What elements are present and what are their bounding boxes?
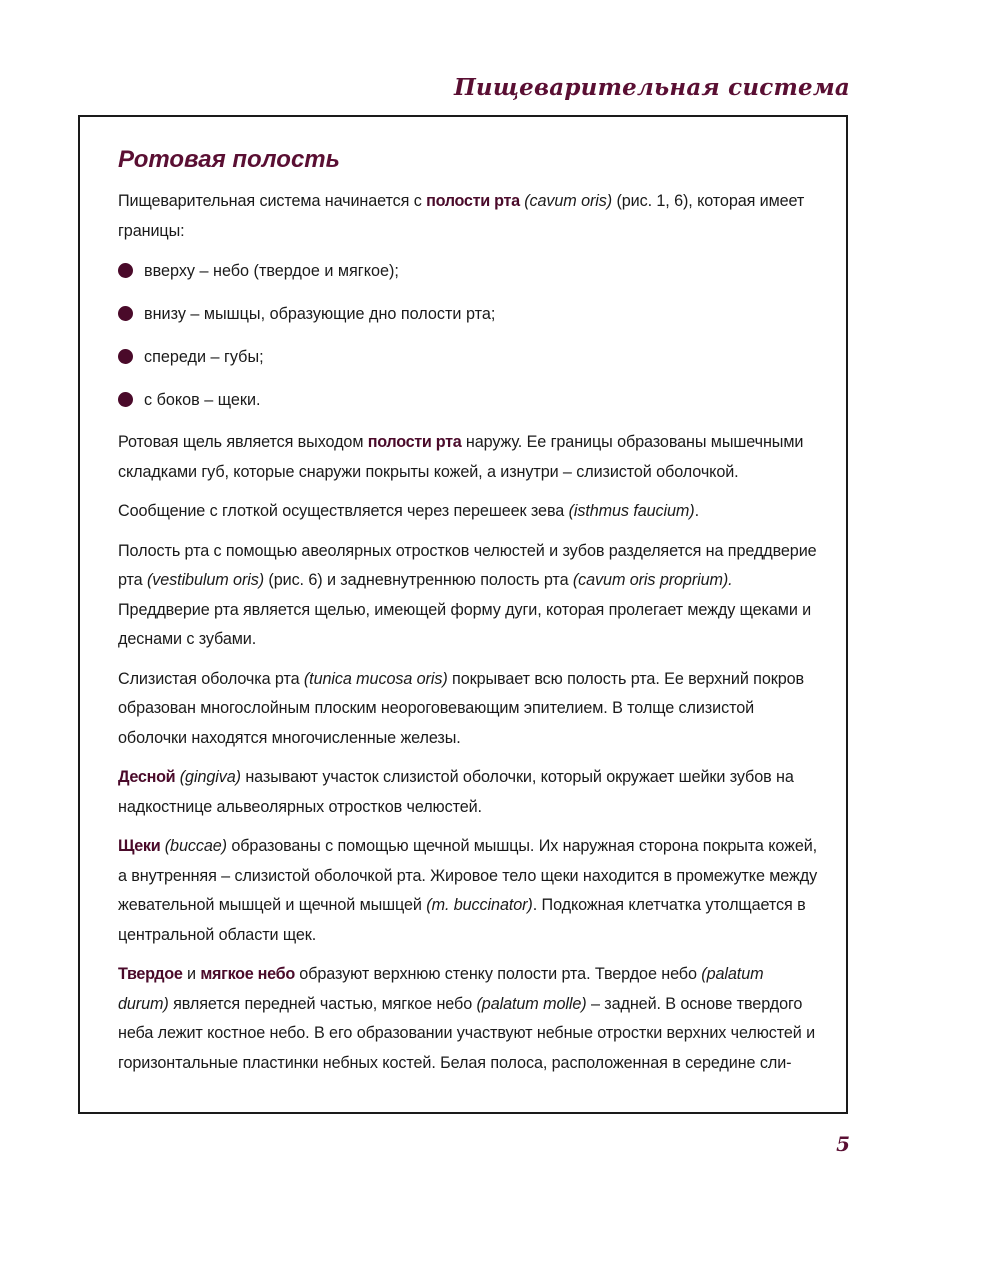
latin-term: (palatum durum) — [118, 965, 764, 1013]
article-body — [118, 145, 818, 1088]
list-item-text: внизу – мышцы, образующие дно полости рта; — [144, 305, 496, 323]
text: наружу. Ее границы образованы мышечными складками губ, которые снаружи покрыты кожей, а изнутри – слизистой оболочкой. — [118, 433, 804, 481]
bullet-icon — [118, 263, 133, 278]
paragraph-cheeks — [118, 832, 818, 950]
term-gingiva: Десной — [118, 768, 176, 786]
latin-term: (palatum molle) — [476, 994, 587, 1013]
section-title: Ротовая полость — [118, 146, 340, 173]
paragraph-palate — [118, 960, 818, 1078]
paragraph-gingiva — [118, 763, 818, 822]
text: (рис. 1, 6), которая имеет границы: — [118, 192, 805, 240]
term-oral-cavity: полости рта — [367, 433, 462, 451]
text: – задней. В основе твердого неба лежит костное небо. В его образовании участвуют небные отростки верхних челюстей и горизонтальные пластинки небных костей. Белая полоса, расположенная в середине сли- — [118, 994, 816, 1072]
latin-term: (buccae) — [164, 837, 227, 855]
list-item-text: спереди – губы; — [144, 348, 264, 366]
text: образованы с помощью щечной мышцы. Их наружная сторона покрыта кожей, а внутренняя – слизистой оболочкой рта. Жировое тело щеки находится в промежутке между жевательной мышцей и щечной мышцей — [118, 837, 818, 914]
text: является передней частью, мягкое небо — [168, 994, 477, 1013]
latin-term: (isthmus faucium) — [568, 502, 695, 520]
list-item — [118, 385, 818, 415]
latin-term: (tunica mucosa oris) — [303, 669, 448, 688]
term-soft-palate: мягкое небо — [200, 965, 295, 983]
content-frame — [78, 115, 848, 1114]
latin-term: (vestibulum oris) — [146, 571, 265, 589]
boundaries-list — [118, 256, 818, 415]
term-cheeks: Щеки — [118, 837, 161, 855]
text: покрывает всю полость рта. Ее верхний покров образован многослойным плоским неороговевающим эпителием. В толще слизистой оболочки находятся многочисленные железы. — [118, 669, 805, 747]
list-item — [118, 342, 818, 372]
paragraph-pharynx — [118, 497, 818, 527]
list-item-text: вверху – небо (твердое и мягкое); — [144, 262, 399, 280]
bullet-icon — [118, 349, 133, 364]
text: . Подкожная клетчатка утолщается в центральной области щек. — [118, 896, 806, 944]
paragraph-vestibule — [118, 537, 818, 655]
text: называют участок слизистой оболочки, который окружает шейки зубов на надкостнице альвеолярных отростков челюстей. — [118, 768, 794, 816]
text: . — [694, 502, 699, 520]
page-number: 5 — [836, 1132, 850, 1156]
text: Полость рта с помощью авеолярных отростков челюстей и зубов разделяется на преддверие рта — [118, 541, 817, 589]
latin-term: (cavum oris) — [524, 192, 613, 210]
list-item — [118, 256, 818, 286]
text: и — [182, 965, 201, 983]
text: Сообщение с глоткой осуществляется через перешеек зева — [118, 502, 569, 520]
paragraph-oral-fissure — [118, 428, 818, 487]
bullet-icon — [118, 392, 133, 407]
latin-term: (cavum oris proprium). — [572, 571, 733, 589]
paragraph-intro — [118, 187, 818, 246]
text: Преддверие рта является щелью, имеющей форму дуги, которая пролегает между щеками и деснами с зубами. — [118, 600, 812, 648]
term-oral-cavity: полости рта — [426, 192, 520, 210]
text: (рис. 6) и задневнутреннюю полость рта — [264, 571, 573, 589]
list-item — [118, 299, 818, 329]
running-header-title: Пищеварительная система — [453, 74, 850, 101]
text: Пищеварительная система начинается с — [118, 192, 427, 210]
text: Слизистая оболочка рта — [118, 669, 304, 688]
text: Ротовая щель является выходом — [118, 433, 368, 451]
paragraph-mucosa — [118, 665, 818, 754]
latin-term: (gingiva) — [179, 768, 241, 786]
latin-term: (m. buccinator) — [426, 896, 533, 914]
text: образуют верхнюю стенку полости рта. Твердое небо — [294, 965, 702, 983]
term-hard-palate: Твердое — [118, 965, 183, 983]
list-item-text: с боков – щеки. — [144, 391, 261, 409]
bullet-icon — [118, 306, 133, 321]
